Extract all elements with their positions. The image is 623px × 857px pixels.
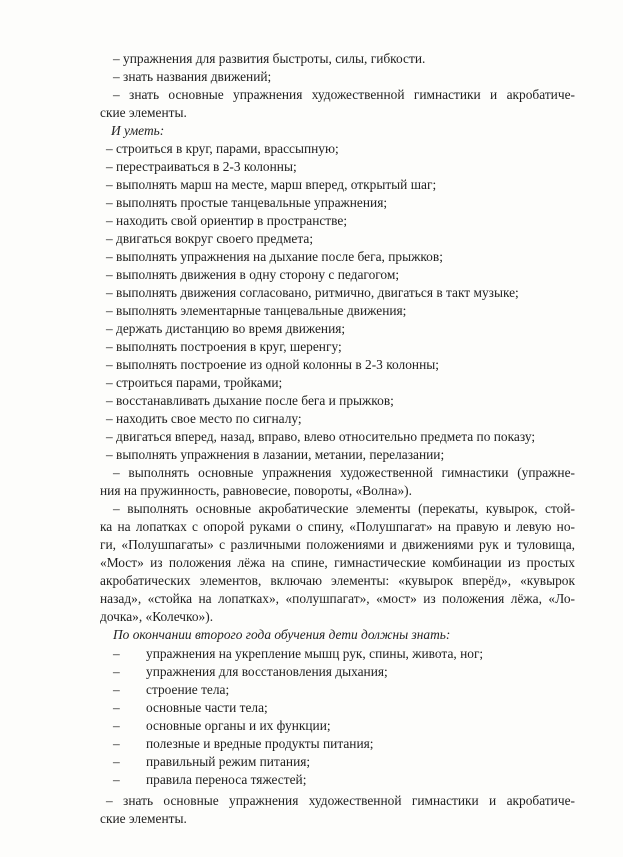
text-line: ские элементы. [100, 105, 187, 120]
list-dash: – [113, 754, 120, 769]
section-heading: По окончании второго года обучения дети должны знать: [113, 627, 451, 642]
text-line: – знать основные упражнения художественной гимнастики и акробатиче- [113, 87, 575, 102]
list-item: строение тела; [146, 682, 230, 697]
list-dash: – [113, 700, 120, 715]
list-item: – двигаться вперед, назад, вправо, влево относительно предмета по показу; [106, 429, 536, 444]
list-item: основные органы и их функции; [146, 718, 331, 733]
list-item: – находить свое место по сигналу; [106, 411, 302, 426]
list-item: – выполнять марш на месте, марш вперед, открытый шаг; [106, 177, 437, 192]
list-item: – держать дистанцию во время движения; [106, 321, 346, 336]
list-item: – выполнять построение из одной колонны в 2-3 колонны; [106, 357, 439, 372]
list-item: – находить свой ориентир в пространстве; [106, 213, 348, 228]
list-item: – перестраиваться в 2-3 колонны; [106, 159, 297, 174]
paragraph-line: «Мост» из положения лёжа на спине, гимнастические комбинации из простых [100, 555, 575, 570]
paragraph-line: дочка», «Колечко»). [100, 609, 214, 624]
list-item: правильный режим питания; [146, 754, 311, 769]
list-dash: – [113, 718, 120, 733]
paragraph-line: ния на пружинность, равновесие, повороты, «Волна»). [100, 483, 412, 498]
list-item: упражнения на укрепление мышц рук, спины, живота, ног; [146, 646, 484, 661]
list-item: – двигаться вокруг своего предмета; [106, 231, 314, 246]
list-dash: – [113, 646, 120, 661]
list-dash: – [113, 664, 120, 679]
text-line: – упражнения для развития быстроты, силы, гибкости. [113, 51, 426, 66]
paragraph-line: – выполнять основные акробатические элементы (перекаты, кувырок, стой- [113, 501, 575, 516]
paragraph-line: назад», «стойка на лопатках», «полушпагат», «мост» из положения лёжа, «Ло- [100, 591, 575, 606]
list-item: упражнения для восстановления дыхания; [146, 664, 388, 679]
paragraph-line: ги, «Полушпагаты» с различными положениями и движениями рук и туловища, [100, 537, 575, 552]
paragraph-line: акробатических элементов, включаю элементы: «кувырок вперёд», «кувырок [100, 573, 575, 588]
list-item: основные части тела; [146, 700, 268, 715]
section-heading: И уметь: [111, 123, 165, 138]
list-dash: – [113, 682, 120, 697]
paragraph-line: – знать основные упражнения художественной гимнастики и акробатиче- [106, 793, 575, 808]
list-item: – выполнять упражнения в лазании, метании, перелазании; [106, 447, 445, 462]
list-item: – выполнять построения в круг, шеренгу; [106, 339, 342, 354]
text-line: – знать названия движений; [113, 69, 272, 84]
list-item: полезные и вредные продукты питания; [146, 736, 374, 751]
list-item: – строиться в круг, парами, врассыпную; [106, 141, 339, 156]
list-item: правила переноса тяжестей; [146, 772, 307, 787]
paragraph-line: – выполнять основные упражнения художественной гимнастики (упражне- [113, 465, 575, 480]
paragraph-line: ские элементы. [100, 811, 187, 826]
list-dash: – [113, 772, 120, 787]
list-item: – строиться парами, тройками; [106, 375, 283, 390]
list-item: – восстанавливать дыхание после бега и прыжков; [106, 393, 394, 408]
list-item: – выполнять движения в одну сторону с педагогом; [106, 267, 400, 282]
list-item: – выполнять упражнения на дыхание после бега, прыжков; [106, 249, 443, 264]
list-item: – выполнять простые танцевальные упражнения; [106, 195, 388, 210]
paragraph-line: ка на лопатках с опорой руками о спину, «Полушпагат» на правую и левую но- [100, 519, 575, 534]
list-item: – выполнять движения согласовано, ритмично, двигаться в такт музыке; [106, 285, 519, 300]
list-dash: – [113, 736, 120, 751]
list-item: – выполнять элементарные танцевальные движения; [106, 303, 407, 318]
